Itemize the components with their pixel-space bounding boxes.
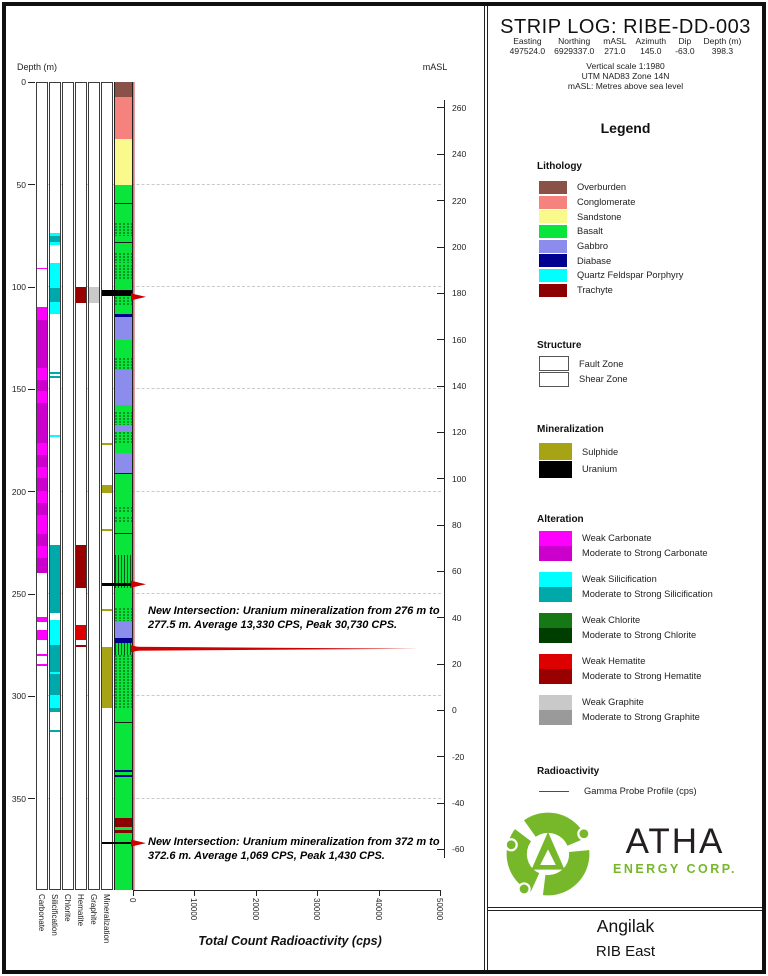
alteration-weak-label: Weak Chlorite — [582, 615, 641, 625]
legend-lithology-list — [539, 180, 683, 298]
legend-lithology-item — [539, 195, 683, 210]
alteration-interval-silicification — [50, 674, 60, 695]
intersection-annotation-2: New Intersection: Uranium mineralization from 372 m to 372.6 m. Average 1,069 CPS, Peak 1,430 CPS. — [148, 835, 440, 862]
masl-tick-label: -20 — [452, 751, 465, 762]
legend-mineralization-list — [539, 443, 618, 478]
meta-dip — [675, 37, 694, 56]
depth-tick-label: 50 — [16, 179, 26, 190]
masl-tick — [437, 293, 444, 294]
legend-alteration-item-hematite — [539, 654, 701, 684]
map-notes — [488, 62, 763, 91]
shear-zone-swatch — [539, 372, 569, 387]
lithology-interval — [115, 473, 132, 622]
alteration-swatch — [539, 695, 572, 725]
masl-tick-label: 220 — [452, 195, 467, 206]
mineralization-interval-uranium — [102, 842, 132, 844]
mineralization-interval-sulphide — [102, 647, 112, 708]
alteration-labels — [582, 613, 696, 643]
legend-lithology-item — [539, 224, 683, 239]
log-column-graphite — [88, 82, 100, 890]
masl-tick-label: 180 — [452, 288, 467, 299]
mineralization-interval-sulphide — [102, 609, 112, 611]
column-label-hematite: Hematite — [76, 894, 85, 927]
masl-tick-label: 20 — [452, 658, 462, 669]
alteration-interval-carbonate — [37, 558, 47, 573]
xaxis-tick — [317, 890, 318, 896]
lithology-swatch — [539, 254, 567, 267]
alteration-labels — [582, 695, 700, 725]
lithology-label: Trachyte — [577, 285, 613, 296]
intersection-annotation-1: New Intersection: Uranium mineralization from 276 m to 277.5 m. Average 13,330 CPS, Peak 30,730 CPS. — [148, 605, 440, 632]
masl-tick — [437, 710, 444, 711]
alteration-swatch-weak — [539, 572, 572, 587]
alteration-interval-silicification — [50, 695, 60, 708]
alteration-weak-label: Weak Carbonate — [582, 533, 652, 543]
log-column-silicification — [49, 82, 61, 890]
structure-interval — [115, 432, 132, 443]
alteration-weak-label: Weak Silicification — [582, 574, 657, 584]
meta-label: Northing — [558, 36, 591, 46]
alteration-interval-silicification — [50, 263, 60, 288]
alteration-interval-carbonate — [37, 534, 47, 546]
legend-structure-list — [539, 356, 628, 387]
alteration-interval-carbonate — [37, 478, 47, 491]
legend-alteration-heading: Alteration — [537, 514, 584, 525]
alteration-strong-label: Moderate to Strong Carbonate — [582, 548, 708, 558]
alteration-weak-label: Weak Hematite — [582, 656, 646, 666]
depth-tick — [28, 389, 35, 390]
alteration-interval-silicification — [50, 620, 60, 645]
lithology-label: Gabbro — [577, 241, 609, 252]
alteration-swatch-weak — [539, 531, 572, 546]
masl-tick — [437, 525, 444, 526]
alteration-interval-silicification — [50, 372, 60, 374]
alteration-interval-hematite — [76, 287, 86, 303]
legend-mineralization-heading: Mineralization — [537, 424, 604, 435]
alteration-swatch-strong — [539, 546, 572, 561]
lithology-swatch — [539, 181, 567, 194]
xaxis-tick-label: 50000 — [435, 898, 444, 921]
meta-masl — [603, 37, 626, 56]
mineralization-interval-sulphide — [102, 443, 112, 445]
depth-tick-label: 150 — [11, 384, 26, 395]
lithology-label: Sandstone — [577, 211, 622, 222]
alteration-swatch-strong — [539, 587, 572, 602]
masl-tick — [437, 339, 444, 340]
column-label-carbonate: Carbonate — [37, 894, 46, 932]
alteration-swatch-weak — [539, 654, 572, 669]
log-column-hematite — [75, 82, 87, 890]
alteration-interval-silicification — [50, 435, 60, 437]
legend-radioactivity-heading: Radioactivity — [537, 766, 600, 777]
legend-lithology-item — [539, 180, 683, 195]
masl-tick-label: 120 — [452, 427, 467, 438]
legend-lithology-item — [539, 283, 683, 298]
alteration-interval-hematite — [76, 645, 86, 647]
alteration-strong-label: Moderate to Strong Chlorite — [582, 630, 697, 640]
masl-tick-label: 160 — [452, 334, 467, 345]
legend-alteration-item-graphite — [539, 695, 700, 725]
masl-tick — [437, 432, 444, 433]
mineralization-label: Sulphide — [582, 446, 619, 457]
footer-project: Angilak — [596, 916, 655, 936]
legend-structure-item — [539, 356, 628, 372]
lithology-contact-line — [114, 203, 133, 204]
meta-northing — [554, 37, 594, 56]
lithology-interval — [115, 622, 132, 638]
structure-interval — [115, 655, 132, 708]
fault-zone-swatch — [539, 356, 569, 371]
alteration-swatch-weak — [539, 695, 572, 710]
alteration-strong-label: Moderate to Strong Silicification — [582, 589, 713, 599]
alteration-interval-carbonate — [37, 503, 47, 515]
masl-tick-label: 80 — [452, 519, 462, 530]
meta-label: Dip — [678, 36, 692, 46]
panel-divider — [484, 4, 485, 972]
legend-lithology-item — [539, 239, 683, 254]
meta-azimuth — [635, 37, 666, 56]
column-label-mineralization: Mineralization — [102, 894, 111, 944]
masl-tick — [437, 756, 444, 757]
masl-tick — [437, 386, 444, 387]
depth-tick-label: 300 — [11, 691, 26, 702]
lithology-swatch — [539, 269, 567, 282]
alteration-interval-carbonate — [37, 654, 47, 656]
legend-title: Legend — [600, 120, 651, 136]
structure-interval — [115, 297, 132, 305]
depth-tick-label: 100 — [11, 282, 26, 292]
masl-tick-label: -60 — [452, 844, 465, 855]
lithology-label: Conglomerate — [577, 197, 636, 208]
alteration-interval-silicification — [50, 376, 60, 378]
lithology-contact-line — [114, 533, 133, 534]
xaxis-tick — [133, 890, 134, 896]
alteration-interval-carbonate — [37, 307, 47, 320]
depth-tick — [28, 82, 35, 83]
alteration-swatch-strong — [539, 669, 572, 684]
legend-mineralization-item — [539, 443, 618, 461]
alteration-interval-carbonate — [37, 320, 47, 368]
alteration-swatch-weak — [539, 613, 572, 628]
xaxis-tick-label: 40000 — [373, 898, 383, 921]
meta-value: 145.0 — [640, 45, 662, 56]
alteration-labels — [582, 654, 701, 684]
mineralization-interval-sulphide — [102, 485, 112, 493]
xaxis-tick-label: 30000 — [312, 898, 322, 921]
alteration-interval-carbonate — [37, 491, 47, 503]
mineralization-swatch — [539, 443, 572, 460]
depth-tick-label: 350 — [11, 793, 26, 804]
depth-tick — [28, 184, 35, 185]
lithology-interval — [115, 317, 132, 340]
meta-value: -63.0 — [675, 45, 695, 56]
lithology-interval — [115, 777, 132, 818]
alteration-swatch — [539, 654, 572, 684]
alteration-swatch — [539, 613, 572, 643]
structure-label: Shear Zone — [579, 374, 628, 385]
alteration-interval-silicification — [50, 645, 60, 672]
lithology-interval — [115, 97, 132, 139]
alteration-interval-silicification — [50, 288, 60, 302]
lithology-interval — [115, 818, 132, 827]
masl-tick — [437, 478, 444, 479]
legend-mineralization-item — [539, 461, 618, 479]
gamma-line-label: Gamma Probe Profile (cps) — [584, 786, 697, 796]
alteration-interval-carbonate — [37, 455, 47, 467]
meta-value: 6929337.0 — [554, 45, 595, 56]
legend-alteration-item-carbonate — [539, 531, 708, 561]
lithology-swatch — [539, 196, 567, 209]
structure-interval — [115, 358, 132, 370]
alteration-weak-label: Weak Graphite — [582, 697, 644, 707]
meta-depthm — [704, 37, 742, 56]
depth-tick-label: 0 — [21, 77, 26, 88]
lithology-interval — [115, 425, 132, 432]
alteration-interval-carbonate — [37, 546, 47, 558]
depth-tick — [28, 696, 35, 697]
gamma-line-swatch — [539, 791, 569, 792]
footer-area: RIB East — [595, 943, 656, 960]
masl-tick-label: 260 — [452, 102, 467, 113]
masl-tick — [437, 571, 444, 572]
alteration-interval-carbonate — [37, 617, 47, 622]
note-masl: mASL: Metres above sea level — [567, 80, 684, 91]
column-label-chlorite: Chlorite — [63, 894, 72, 922]
legend-lithology-heading: Lithology — [537, 161, 582, 172]
xaxis-tick — [256, 890, 257, 896]
depth-tick-label: 200 — [11, 486, 26, 497]
alteration-interval-graphite — [89, 287, 99, 303]
mineralization-label: Uranium — [582, 464, 618, 475]
alteration-interval-hematite — [76, 625, 86, 640]
meta-label: mASL — [603, 36, 627, 46]
structure-interval — [115, 253, 132, 263]
structure-interval — [115, 412, 132, 425]
legend-lithology-item — [539, 253, 683, 268]
meta-easting — [510, 37, 545, 56]
alteration-labels — [582, 531, 708, 561]
logo-brand-text: ATHA — [625, 822, 725, 861]
alteration-labels — [582, 572, 713, 602]
legend-structure-heading: Structure — [537, 340, 582, 351]
masl-tick — [437, 107, 444, 108]
alteration-interval-silicification — [50, 708, 60, 712]
alteration-swatch — [539, 531, 572, 561]
atha-logo-icon — [502, 808, 594, 900]
lithology-interval — [115, 453, 132, 473]
page-title: STRIP LOG: RIBE-DD-003 — [500, 16, 751, 38]
legend-structure-item — [539, 372, 628, 388]
mineralization-interval-sulphide — [102, 529, 112, 531]
lithology-label: Quartz Feldspar Porphyry — [577, 270, 684, 281]
masl-tick — [437, 664, 444, 665]
masl-tick-label: 140 — [452, 380, 467, 391]
alteration-interval-carbonate — [37, 467, 47, 478]
xaxis-tick — [379, 890, 380, 896]
masl-axis-label: mASL — [422, 62, 448, 72]
meta-value: 398.3 — [711, 45, 734, 56]
alteration-interval-carbonate — [37, 368, 47, 380]
info-panel — [487, 4, 763, 972]
structure-interval — [115, 517, 132, 523]
alteration-swatch-strong — [539, 710, 572, 725]
structure-interval — [115, 608, 132, 621]
alteration-interval-silicification — [50, 545, 60, 613]
legend-lithology-item — [539, 268, 683, 283]
lithology-label: Basalt — [577, 226, 603, 237]
masl-tick-label: -40 — [452, 798, 465, 809]
column-label-graphite: Graphite — [89, 894, 98, 925]
depth-tick — [28, 491, 35, 492]
alteration-interval-carbonate — [37, 380, 47, 391]
note-scale: Vertical scale 1:1980 — [586, 61, 665, 71]
alteration-interval-silicification — [50, 730, 60, 732]
alteration-interval-carbonate — [37, 630, 47, 640]
masl-tick — [437, 803, 444, 804]
alteration-interval-carbonate — [37, 403, 47, 443]
masl-tick-label: 100 — [452, 473, 467, 484]
legend-lithology-item — [539, 209, 683, 224]
structure-interval — [115, 223, 132, 236]
structure-interval — [115, 507, 132, 513]
meta-label: Easting — [513, 36, 542, 46]
meta-value: 271.0 — [604, 45, 626, 56]
lithology-contact-line — [114, 473, 133, 474]
logo-sub-text: ENERGY CORP. — [612, 862, 737, 876]
masl-tick-label: 200 — [452, 241, 467, 252]
mineralization-swatch — [539, 461, 572, 478]
meta-label: Azimuth — [635, 36, 667, 46]
masl-tick-label: 60 — [452, 566, 462, 577]
depth-tick — [28, 287, 35, 288]
xaxis-tick-label: 0 — [128, 898, 137, 903]
depth-tick — [28, 798, 35, 799]
lithology-label: Diabase — [577, 255, 612, 266]
lithology-contact-line — [114, 722, 133, 723]
note-datum: UTM NAD83 Zone 14N — [581, 70, 670, 81]
legend-alteration-item-chlorite — [539, 613, 696, 643]
log-column-chlorite — [62, 82, 74, 890]
footer-divider-inner — [488, 910, 763, 911]
alteration-interval-carbonate — [37, 443, 47, 455]
alteration-interval-carbonate — [37, 268, 47, 270]
masl-tick-label: 40 — [452, 612, 462, 623]
meta-label: Depth (m) — [703, 36, 742, 46]
alteration-interval-carbonate — [37, 664, 47, 666]
alteration-interval-carbonate — [37, 391, 47, 403]
structure-label: Fault Zone — [579, 358, 624, 369]
depth-tick-label: 250 — [11, 588, 26, 599]
lithology-interval — [115, 139, 132, 185]
lithology-contact-line — [114, 242, 133, 243]
xaxis-tick-label: 10000 — [189, 898, 199, 921]
legend-alteration-item-silicification — [539, 572, 713, 602]
xaxis-title: Total Count Radioactivity (cps) — [198, 934, 382, 948]
depth-tick — [28, 594, 35, 595]
masl-tick — [437, 247, 444, 248]
lithology-swatch — [539, 284, 567, 297]
lithology-swatch — [539, 240, 567, 253]
footer-divider-outer — [488, 907, 763, 908]
alteration-interval-silicification — [50, 242, 60, 245]
alteration-swatch — [539, 572, 572, 602]
xaxis-tick — [440, 890, 441, 896]
mineralization-interval-uranium — [102, 290, 132, 296]
alteration-interval-hematite — [76, 545, 86, 588]
masl-tick — [437, 200, 444, 201]
lithology-label: Overburden — [577, 182, 627, 193]
masl-tick-label: 240 — [452, 149, 467, 160]
structure-interval — [115, 265, 132, 280]
alteration-interval-carbonate — [37, 515, 47, 534]
alteration-strong-label: Moderate to Strong Graphite — [582, 712, 700, 722]
column-label-silicification: Silicification — [50, 894, 59, 936]
alteration-strong-label: Moderate to Strong Hematite — [582, 671, 702, 681]
depth-axis-label: Depth (m) — [17, 62, 58, 72]
mineralization-interval-uranium — [102, 583, 132, 585]
lithology-swatch — [539, 210, 567, 223]
masl-tick-label: 0 — [452, 705, 457, 716]
lithology-interval — [115, 82, 132, 97]
alteration-swatch-strong — [539, 628, 572, 643]
masl-axis-line — [444, 100, 445, 858]
xaxis-tick-label: 20000 — [250, 898, 260, 921]
meta-value: 497524.0 — [509, 45, 546, 56]
xaxis-line — [133, 890, 440, 891]
xaxis-tick — [194, 890, 195, 896]
masl-tick — [437, 154, 444, 155]
alteration-interval-silicification — [50, 302, 60, 313]
structure-interval — [115, 643, 132, 655]
lithology-interval — [115, 370, 132, 405]
lithology-swatch — [539, 225, 567, 238]
hole-metadata — [488, 37, 763, 56]
